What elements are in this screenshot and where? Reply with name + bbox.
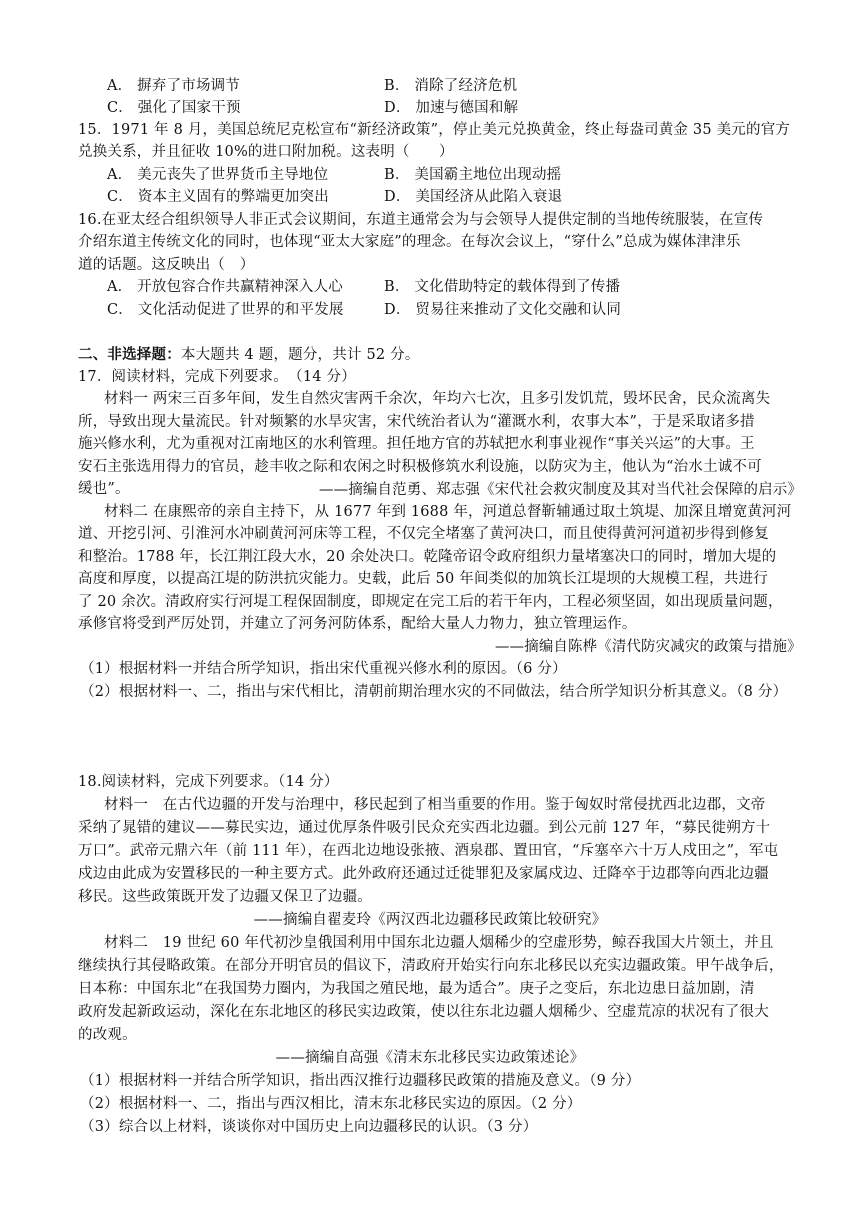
q18-material-1-line: 采纳了晁错的建议——募民实边，通过优厚条件吸引民众充实西北边疆。到公元前 127 年，“募民徙朔方十 xyxy=(78,820,771,836)
q18-question-3: （3）综合以上材料，谈谈你对中国历史上向边疆移民的认识。（3 分） xyxy=(80,1119,538,1135)
q18-question-1: （1）根据材料一并结合所学知识，指出西汉推行边疆移民政策的措施及意义。（9 分） xyxy=(80,1073,641,1089)
section-2-desc: 本大题共 4 题，题分，共计 52 分。 xyxy=(180,347,420,363)
q18-material-2-line: 政府发起新政运动，深化在东北地区的移民实边政策，使以往东北边疆人烟稀少、空虚荒凉的状况有了很大 xyxy=(78,1004,769,1020)
q15-stem-line-2: 兑换关系，并且征收 10%的进口附加税。这表明（ ） xyxy=(78,144,454,160)
q17-question-2: （2）根据材料一、二，指出与宋代相比，清朝前期治理水灾的不同做法，结合所学知识分析其意义。（8 分） xyxy=(80,684,788,700)
q17-material-2-line: 了 20 余次。清政府实行河堤工程保固制度，即规定在完工后的若干年内，工程必须坚固，如出现质量问题， xyxy=(78,594,783,610)
q17-material-1-line: 材料一 两宋三百多年间，发生自然灾害两千余次，年均六七次，且多引发饥荒，毁坏民舍，民众流离失 xyxy=(104,391,771,407)
q14-option-a: A． 摒弃了市场调节 xyxy=(107,78,241,94)
q17-material-2-line: 高度和厚度，以提高江堤的防洪抗灾能力。史载，此后 50 年间类似的加筑长江堤坝的大规模工程，共进行 xyxy=(78,571,768,587)
q15-option-b: B． 美国霸主地位出现动摇 xyxy=(384,167,562,183)
q18-intro: 18.阅读材料，完成下列要求。（14 分） xyxy=(78,774,339,790)
q17-material-2-source: ——摘编自陈桦《清代防灾减灾的政策与措施》 xyxy=(495,639,802,655)
section-2-title: 二、非选择题： xyxy=(78,346,181,363)
q17-intro: 17．阅读材料，完成下列要求。 （14 分） xyxy=(78,369,356,385)
q16-option-b: B． 文化借助特定的载体得到了传播 xyxy=(384,279,621,295)
q17-material-1-source: ——摘编自范勇、郑志强《宋代社会救灾制度及其对当代社会保障的启示》 xyxy=(318,482,802,498)
q14-option-d: D． 加速与德国和解 xyxy=(384,100,519,116)
q18-material-2-source: ——摘编自高强《清末东北移民实边政策述论》 xyxy=(275,1050,585,1066)
q18-material-1-source: ——摘编自翟麦玲《两汉西北边疆移民政策比较研究》 xyxy=(253,912,607,928)
q17-material-2-line: 承修官将受到严厉处罚，并建立了河务河防体系，配给大量人力物力，独立管理运作。 xyxy=(78,616,637,632)
q18-material-1-line: 材料一 在古代边疆的开发与治理中，移民起到了相当重要的作用。鉴于匈奴时常侵扰西北边郡，文帝 xyxy=(104,797,766,813)
q16-option-a: A． 开放包容合作共赢精神深入人心 xyxy=(107,279,343,295)
q18-material-1-line: 万口”。武帝元鼎六年（前 111 年），在西北边地设张掖、酒泉郡、置田官，“斥塞卒六十万人戍田之”，军屯 xyxy=(78,843,779,859)
q16-option-c: C． 文化活动促进了世界的和平发展 xyxy=(107,302,344,318)
q15-stem-line-1: 15．1971 年 8 月，美国总统尼克松宣布“新经济政策”，停止美元兑换黄金，终止每盎司黄金 35 美元的官方 xyxy=(78,122,791,138)
q18-material-2-line: 继续执行其侵略政策。在部分开明官员的倡议下，清政府开始实行向东北移民以充实边疆政策。甲午战争后， xyxy=(78,958,784,974)
q17-material-2-line: 道、开挖引河、引淮河水冲刷黄河河床等工程，不仅完全堵塞了黄河决口，而且使得黄河河道初步得到修复 xyxy=(78,526,769,542)
q18-material-1-line: 戍边由此成为安置移民的一种主要方式。此外政府还通过迁徙罪犯及家属戍边、迁降卒于边郡等向西北边疆 xyxy=(78,866,769,882)
q16-stem-line-2: 介绍东道主传统文化的同时，也体现“亚太大家庭”的理念。在每次会议上，“穿什么”总成为媒体津津乐 xyxy=(78,234,741,250)
q17-material-2-line: 和整治。1788 年，长江荆江段大水，20 余处决口。乾隆帝诏令政府组织力量堵塞决口的同时，增加大堤的 xyxy=(78,549,777,565)
q15-option-a: A． 美元丧失了世界货币主导地位 xyxy=(107,167,329,183)
q17-material-1-line: 安石主张选用得力的官员，趁丰收之际和农闲之时积极修筑水利设施，以防灾为主，他认为“治水土诚不可 xyxy=(78,459,762,475)
q15-option-c: C． 资本主义固有的弊端更加突出 xyxy=(107,189,329,205)
q14-option-b: B． 消除了经济危机 xyxy=(384,78,518,94)
q15-option-d: D． 美国经济从此陷入衰退 xyxy=(384,189,563,205)
q18-question-2: （2）根据材料一、二，指出与西汉相比，清末东北移民实边的原因。（2 分） xyxy=(80,1096,582,1112)
q18-material-2-line: 日本称：中国东北“在我国势力圈内，为我国之殖民地，最为适合”。庚子之变后，东北边患日益加剧，清 xyxy=(78,981,755,997)
q18-material-2-line: 的改观。 xyxy=(78,1027,137,1043)
q16-stem-line-1: 16.在亚太经合组织领导人非正式会议期间，东道主通常会为与会领导人提供定制的当地传统服装，在宣传 xyxy=(78,212,764,228)
q18-material-1-line: 移民。这些政策既开发了边疆又保卫了边疆。 xyxy=(78,889,372,905)
q14-option-c: C． 强化了国家干预 xyxy=(107,100,241,116)
q16-stem-line-3: 道的话题。这反映出（ ） xyxy=(78,257,255,273)
q17-material-1-line: 施兴修水利，尤为重视对江南地区的水利管理。担任地方官的苏轼把水利事业视作“事关兴运”的大事。王 xyxy=(78,436,755,452)
q17-material-1-line: 所，导致出现大量流民。针对频繁的水旱灾害，宋代统治者认为“灌溉水利，农事大本”，于是采取诸多措 xyxy=(78,414,755,430)
q16-option-d: D． 贸易往来推动了文化交融和认同 xyxy=(384,302,622,318)
q18-material-2-line: 材料二 19 世纪 60 年代初沙皇俄国利用中国东北边疆人烟稀少的空虚形势，鲸吞我国大片领土，并且 xyxy=(104,935,774,951)
q17-material-1-line: 缓也”。 xyxy=(78,481,130,497)
q17-question-1: （1）根据材料一并结合所学知识，指出宋代重视兴修水利的原因。（6 分） xyxy=(80,661,567,677)
section-2-heading xyxy=(78,344,420,366)
q17-material-2-line: 材料二 在康熙帝的亲自主持下，从 1677 年到 1688 年，河道总督靳辅通过取土筑堤、加深且增宽黄河河 xyxy=(104,504,792,520)
